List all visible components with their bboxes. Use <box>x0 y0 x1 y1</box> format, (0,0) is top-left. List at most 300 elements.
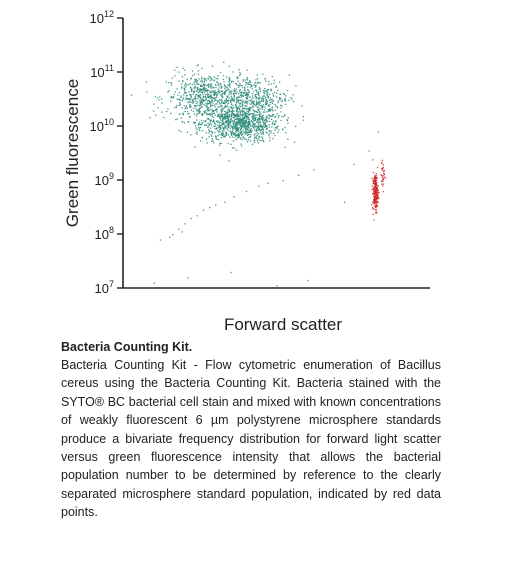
bacteria-point <box>238 135 239 136</box>
bacteria-point <box>193 94 194 95</box>
bacteria-point <box>188 91 189 92</box>
bacteria-point <box>157 107 158 108</box>
bacteria-point <box>272 103 273 104</box>
bacteria-point <box>215 90 216 91</box>
bacteria-point <box>225 87 226 88</box>
bacteria-point <box>227 128 228 129</box>
bacteria-point <box>232 136 233 137</box>
bacteria-point <box>264 91 265 92</box>
bacteria-point <box>246 78 247 79</box>
bacteria-point <box>249 97 250 98</box>
bacteria-point <box>221 114 222 115</box>
microsphere-standards-point <box>374 194 375 195</box>
bacteria-point <box>254 129 255 130</box>
bacteria-point <box>278 115 279 116</box>
bacteria-point <box>276 92 277 93</box>
bacteria-point <box>194 98 195 99</box>
bacteria-point <box>244 114 245 115</box>
bacteria-point <box>192 103 193 104</box>
microsphere-standards-point <box>378 198 379 199</box>
bacteria-point <box>223 131 224 132</box>
bacteria-point <box>258 121 259 122</box>
bacteria-point <box>261 136 262 137</box>
bacteria-point <box>220 103 221 104</box>
bacteria-point <box>254 113 255 114</box>
microsphere-standards-point <box>385 177 386 178</box>
bacteria-point <box>205 112 206 113</box>
bacteria-point <box>197 87 198 88</box>
bacteria-point <box>245 80 246 81</box>
bacteria-point <box>269 94 270 95</box>
bacteria-point <box>246 139 247 140</box>
bacteria-point <box>201 103 202 104</box>
bacteria-point <box>247 87 248 88</box>
bacteria-point <box>232 108 233 109</box>
bacteria-point <box>247 102 248 103</box>
bacteria-point <box>255 85 256 86</box>
bacteria-point <box>230 128 231 129</box>
bacteria-point <box>266 125 267 126</box>
bacteria-point <box>247 70 248 71</box>
bacteria-point <box>208 114 209 115</box>
microsphere-standards-point <box>376 195 377 196</box>
bacteria-point <box>265 99 266 100</box>
bacteria-point <box>272 138 273 139</box>
bacteria-point <box>242 113 243 114</box>
bacteria-point <box>258 82 259 83</box>
bacteria-point <box>287 139 288 140</box>
bacteria-point <box>241 92 242 93</box>
bacteria-point <box>261 134 262 135</box>
bacteria-point <box>233 114 234 115</box>
bacteria-point <box>234 132 235 133</box>
bacteria-point <box>259 112 260 113</box>
bacteria-point <box>212 105 213 106</box>
microsphere-standards-point <box>378 192 379 193</box>
bacteria-point <box>199 128 200 129</box>
bacteria-point <box>234 100 235 101</box>
bacteria-point <box>232 100 233 101</box>
bacteria-point <box>194 79 195 80</box>
bacteria-point <box>196 131 197 132</box>
bacteria-point <box>236 89 237 90</box>
bacteria-point <box>186 84 187 85</box>
bacteria-point <box>274 104 275 105</box>
debris-point <box>353 164 354 165</box>
y-tick-label-exponent: 12 <box>103 9 114 19</box>
bacteria-point <box>204 78 205 79</box>
bacteria-point <box>240 106 241 107</box>
bacteria-point <box>209 124 210 125</box>
bacteria-point <box>232 113 233 114</box>
bacteria-point <box>239 122 240 123</box>
bacteria-point <box>220 122 221 123</box>
bacteria-point <box>218 90 219 91</box>
bacteria-point <box>250 134 251 135</box>
bacteria-point <box>219 116 220 117</box>
bacteria-point <box>228 100 229 101</box>
bacteria-point <box>272 76 273 77</box>
bacteria-point <box>252 95 253 96</box>
bacteria-point <box>181 131 182 132</box>
bacteria-point <box>281 105 282 106</box>
bacteria-point <box>221 112 222 113</box>
bacteria-point <box>211 131 212 132</box>
bacteria-point <box>265 97 266 98</box>
microsphere-standards-point <box>376 191 377 192</box>
bacteria-point <box>229 79 230 80</box>
bacteria-point <box>168 90 169 91</box>
bacteria-point <box>243 80 244 81</box>
bacteria-point <box>272 123 273 124</box>
bacteria-point <box>225 117 226 118</box>
bacteria-point <box>269 137 270 138</box>
bacteria-point <box>213 126 214 127</box>
bacteria-point <box>210 128 211 129</box>
bacteria-point <box>211 83 212 84</box>
bacteria-point <box>224 113 225 114</box>
bacteria-point <box>194 147 195 148</box>
bacteria-point <box>246 122 247 123</box>
bacteria-point <box>157 97 158 98</box>
debris-point <box>313 169 314 170</box>
bacteria-point <box>187 111 188 112</box>
bacteria-point <box>170 97 171 98</box>
bacteria-point <box>263 134 264 135</box>
bacteria-point <box>269 104 270 105</box>
bacteria-point <box>208 110 209 111</box>
bacteria-point <box>236 127 237 128</box>
bacteria-point <box>166 111 167 112</box>
bacteria-point <box>259 114 260 115</box>
bacteria-point <box>244 108 245 109</box>
microsphere-standards-point <box>375 206 376 207</box>
bacteria-point <box>196 114 197 115</box>
bacteria-point <box>242 104 243 105</box>
bacteria-point <box>262 74 263 75</box>
microsphere-standards-point <box>376 211 377 212</box>
bacteria-point <box>251 120 252 121</box>
bacteria-point <box>257 103 258 104</box>
bacteria-point <box>247 134 248 135</box>
bacteria-point <box>243 111 244 112</box>
bacteria-point <box>233 140 234 141</box>
bacteria-point <box>236 105 237 106</box>
bacteria-point <box>183 113 184 114</box>
microsphere-standards-point <box>373 214 374 215</box>
bacteria-point <box>191 91 192 92</box>
bacteria-point <box>194 114 195 115</box>
bacteria-point <box>205 103 206 104</box>
bacteria-point <box>200 81 201 82</box>
bacteria-point <box>236 111 237 112</box>
bacteria-point <box>224 136 225 137</box>
bacteria-point <box>187 102 188 103</box>
bacteria-point <box>256 91 257 92</box>
bacteria-point <box>237 135 238 136</box>
bacteria-point <box>190 94 191 95</box>
bacteria-point <box>256 131 257 132</box>
bacteria-point <box>221 125 222 126</box>
bacteria-point <box>228 126 229 127</box>
bacteria-point <box>202 137 203 138</box>
bacteria-point <box>226 134 227 135</box>
bacteria-point <box>243 132 244 133</box>
bacteria-point <box>228 134 229 135</box>
bacteria-point <box>214 104 215 105</box>
bacteria-point <box>249 81 250 82</box>
microsphere-standards-point <box>375 209 376 210</box>
bacteria-point <box>194 105 195 106</box>
bacteria-point <box>213 142 214 143</box>
bacteria-point <box>205 100 206 101</box>
bacteria-point <box>248 95 249 96</box>
bacteria-point <box>222 121 223 122</box>
bacteria-point <box>231 111 232 112</box>
bacteria-point <box>233 90 234 91</box>
bacteria-point <box>255 94 256 95</box>
microsphere-standards-point <box>375 179 376 180</box>
bacteria-point <box>238 96 239 97</box>
bacteria-point <box>206 89 207 90</box>
bacteria-point <box>252 113 253 114</box>
bacteria-point <box>232 147 233 148</box>
bacteria-point <box>294 142 295 143</box>
bacteria-point <box>212 66 213 67</box>
bacteria-point <box>254 125 255 126</box>
microsphere-standards-point <box>373 183 374 184</box>
bacteria-point <box>182 107 183 108</box>
bacteria-point <box>255 82 256 83</box>
bacteria-point <box>279 98 280 99</box>
bacteria-point <box>257 132 258 133</box>
bacteria-point <box>208 76 209 77</box>
bacteria-point <box>221 102 222 103</box>
bacteria-point <box>268 111 269 112</box>
bacteria-point <box>256 97 257 98</box>
bacteria-point <box>240 103 241 104</box>
caption-title: Bacteria Counting Kit. <box>61 340 193 354</box>
bacteria-point <box>236 121 237 122</box>
bacteria-point <box>195 125 196 126</box>
bacteria-point <box>190 107 191 108</box>
bacteria-point <box>253 84 254 85</box>
bacteria-point <box>225 123 226 124</box>
bacteria-point <box>161 102 162 103</box>
bacteria-point <box>201 85 202 86</box>
bacteria-point <box>210 115 211 116</box>
bacteria-point <box>263 123 264 124</box>
bacteria-point <box>167 91 168 92</box>
bacteria-point <box>194 84 195 85</box>
bacteria-point <box>193 121 194 122</box>
bacteria-point <box>255 89 256 90</box>
bacteria-point <box>206 132 207 133</box>
bacteria-point <box>223 62 224 63</box>
bacteria-point <box>235 126 236 127</box>
bacteria-point <box>240 132 241 133</box>
bacteria-point <box>155 96 156 97</box>
bacteria-point <box>227 97 228 98</box>
bacteria-point <box>181 117 182 118</box>
bacteria-point <box>176 88 177 89</box>
bacteria-point <box>180 104 181 105</box>
bacteria-point <box>249 107 250 108</box>
bacteria-point <box>174 94 175 95</box>
bacteria-point <box>247 141 248 142</box>
bacteria-point <box>211 79 212 80</box>
bacteria-point <box>200 127 201 128</box>
bacteria-point <box>198 123 199 124</box>
bacteria-point <box>220 85 221 86</box>
bacteria-point <box>182 81 183 82</box>
bacteria-point <box>229 110 230 111</box>
bacteria-point <box>243 125 244 126</box>
debris-point <box>344 202 345 203</box>
bacteria-point <box>241 94 242 95</box>
bacteria-point <box>269 116 270 117</box>
bacteria-point <box>242 87 243 88</box>
bacteria-point <box>256 138 257 139</box>
bacteria-point <box>243 129 244 130</box>
bacteria-point <box>196 79 197 80</box>
bacteria-point <box>242 116 243 117</box>
microsphere-standards-point <box>375 183 376 184</box>
bacteria-point <box>197 134 198 135</box>
bacteria-point <box>248 137 249 138</box>
bacteria-point <box>188 84 189 85</box>
bacteria-point <box>178 72 179 73</box>
bacteria-point <box>235 131 236 132</box>
bacteria-point <box>229 91 230 92</box>
bacteria-point <box>219 154 220 155</box>
bacteria-point <box>177 99 178 100</box>
bacteria-point <box>199 108 200 109</box>
bacteria-point <box>224 88 225 89</box>
bacteria-point <box>250 140 251 141</box>
bacteria-point <box>184 122 185 123</box>
bacteria-point <box>287 90 288 91</box>
bacteria-point <box>275 127 276 128</box>
bacteria-point <box>221 108 222 109</box>
bacteria-point <box>229 111 230 112</box>
microsphere-standards-point <box>377 190 378 191</box>
microsphere-standards-point <box>374 178 375 179</box>
bacteria-point <box>275 109 276 110</box>
bacteria-point <box>226 106 227 107</box>
bacteria-point <box>283 116 284 117</box>
bacteria-point <box>217 135 218 136</box>
bacteria-point <box>232 129 233 130</box>
bacteria-point <box>196 94 197 95</box>
bacteria-point <box>270 132 271 133</box>
bacteria-point <box>262 109 263 110</box>
bacteria-point <box>219 127 220 128</box>
bacteria-point <box>215 115 216 116</box>
bacteria-point <box>221 134 222 135</box>
bacteria-point <box>253 116 254 117</box>
bacteria-point <box>259 82 260 83</box>
bacteria-point <box>186 95 187 96</box>
bacteria-point <box>251 107 252 108</box>
bacteria-point <box>282 129 283 130</box>
bacteria-point <box>229 114 230 115</box>
bacteria-point <box>204 81 205 82</box>
bacteria-point <box>285 147 286 148</box>
bacteria-point <box>224 85 225 86</box>
bacteria-point <box>223 75 224 76</box>
bacteria-point <box>280 107 281 108</box>
microsphere-standards-point <box>372 180 373 181</box>
bacteria-point <box>175 119 176 120</box>
bacteria-point <box>253 114 254 115</box>
bacteria-point <box>210 121 211 122</box>
bacteria-point <box>267 103 268 104</box>
bacteria-point <box>272 122 273 123</box>
bacteria-point <box>205 89 206 90</box>
bacteria-point <box>242 106 243 107</box>
bacteria-point <box>210 85 211 86</box>
bacteria-point <box>259 136 260 137</box>
bacteria-point <box>263 140 264 141</box>
bacteria-point <box>240 73 241 74</box>
bacteria-point <box>258 123 259 124</box>
bacteria-point <box>220 94 221 95</box>
bacteria-point <box>247 135 248 136</box>
bacteria-point <box>259 97 260 98</box>
bacteria-point <box>253 102 254 103</box>
bacteria-point <box>231 96 232 97</box>
bacteria-point <box>237 98 238 99</box>
bacteria-point <box>249 122 250 123</box>
bacteria-point <box>214 77 215 78</box>
microsphere-standards-point <box>377 167 378 168</box>
bacteria-point <box>189 98 190 99</box>
bacteria-point <box>178 80 179 81</box>
bacteria-point <box>195 81 196 82</box>
bacteria-point <box>260 130 261 131</box>
bacteria-point <box>221 87 222 88</box>
bacteria-point <box>245 126 246 127</box>
microsphere-standards-point <box>374 202 375 203</box>
microsphere-standards-point <box>377 186 378 187</box>
bacteria-point <box>252 88 253 89</box>
bacteria-point <box>192 75 193 76</box>
bacteria-point <box>221 133 222 134</box>
bacteria-point <box>217 130 218 131</box>
bacteria-point <box>266 100 267 101</box>
bacteria-point <box>236 117 237 118</box>
bacteria-point <box>189 83 190 84</box>
bacteria-point <box>262 127 263 128</box>
bacteria-point <box>254 115 255 116</box>
bacteria-point <box>237 78 238 79</box>
y-tick-label-exponent: 7 <box>108 279 114 289</box>
microsphere-standards-point <box>383 184 384 185</box>
bacteria-point <box>211 91 212 92</box>
bacteria-point <box>241 134 242 135</box>
bacteria-point <box>262 131 263 132</box>
bacteria-point <box>213 94 214 95</box>
bacteria-point <box>211 124 212 125</box>
bacteria-point <box>210 105 211 106</box>
bacteria-point <box>269 124 270 125</box>
y-tick-label <box>90 63 114 80</box>
bacteria-point <box>182 99 183 100</box>
bacteria-point <box>251 99 252 100</box>
bacteria-point <box>256 104 257 105</box>
bacteria-point <box>254 137 255 138</box>
